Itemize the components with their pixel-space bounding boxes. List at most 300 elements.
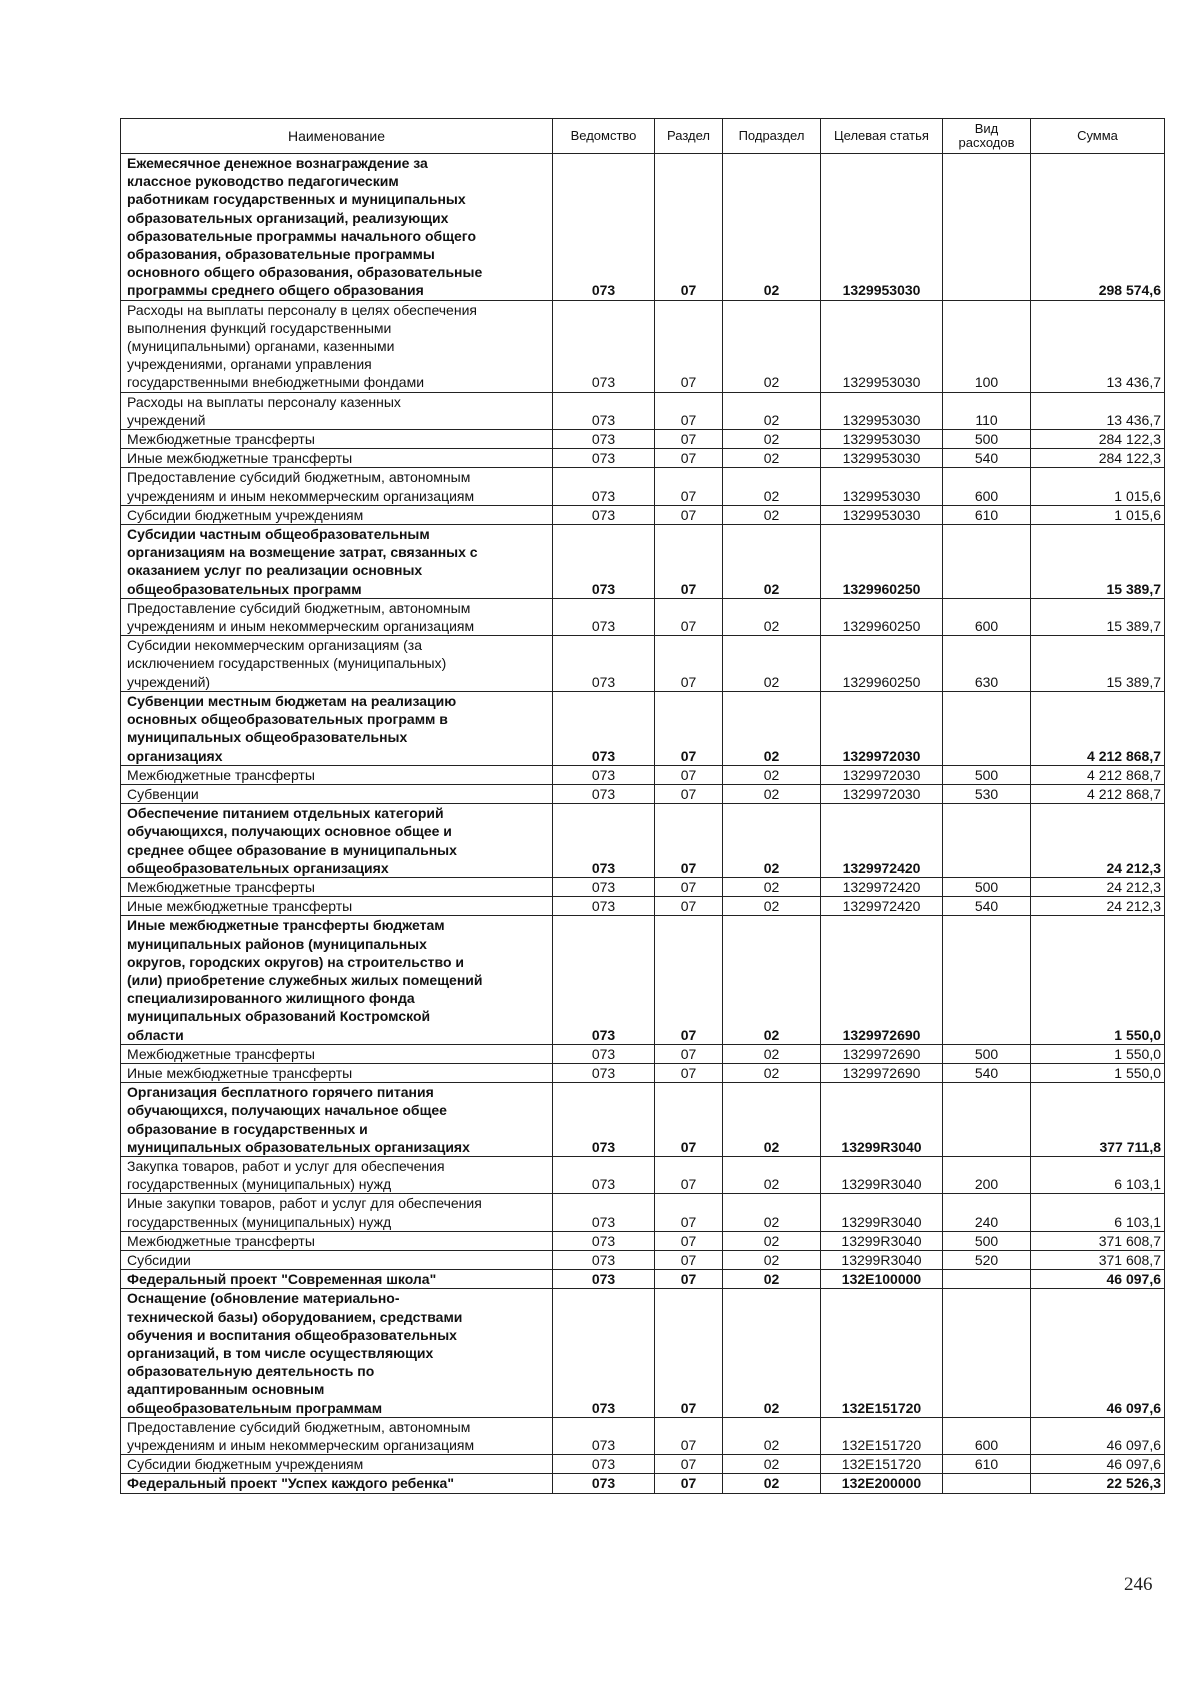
row-type-cell: 600 — [943, 598, 1031, 635]
row-amount-cell: 4 212 868,7 — [1031, 691, 1165, 765]
row-target-cell: 1329953030 — [821, 430, 943, 449]
row-name-line: государственными внебюджетными фондами — [127, 374, 425, 391]
row-name-line: (муниципальными) органами, казенными — [127, 338, 395, 355]
row-name-line: Предоставление субсидий бюджетным, автономным — [127, 599, 471, 616]
row-name-line: учреждениям и иным некоммерческим организациям — [127, 618, 475, 635]
row-name-line: образования, образовательные программы — [127, 246, 435, 263]
row-subsection-cell: 02 — [723, 1417, 821, 1454]
row-type-cell: 530 — [943, 784, 1031, 803]
table-row — [121, 449, 1165, 468]
table-row — [121, 300, 1165, 392]
row-subsection-cell: 02 — [723, 154, 821, 301]
row-dept-cell: 073 — [553, 154, 655, 301]
table-row — [121, 525, 1165, 599]
row-section-cell: 07 — [655, 154, 723, 301]
row-section-cell: 07 — [655, 804, 723, 878]
row-target-cell: 1329953030 — [821, 300, 943, 392]
row-name-line: муниципальных районов (муниципальных — [127, 935, 427, 952]
table-row — [121, 1063, 1165, 1082]
row-name-line: Субсидии бюджетным учреждениям — [127, 1456, 364, 1473]
row-target-cell: 1329972030 — [821, 691, 943, 765]
row-dept-cell: 073 — [553, 1231, 655, 1250]
row-name-line: Иные межбюджетные трансферты — [127, 1064, 353, 1081]
row-section-cell: 07 — [655, 1063, 723, 1082]
row-name-line: Иные закупки товаров, работ и услуг для обеспечения — [127, 1195, 482, 1212]
row-target-cell: 1329972690 — [821, 1063, 943, 1082]
row-name-line: обучающихся, получающих основное общее и — [127, 823, 452, 840]
row-section-cell: 07 — [655, 449, 723, 468]
row-subsection-cell: 02 — [723, 392, 821, 429]
row-section-cell: 07 — [655, 468, 723, 505]
row-name-cell — [121, 598, 553, 635]
row-name-line: учреждениями, органами управления — [127, 356, 372, 373]
row-dept-cell: 073 — [553, 430, 655, 449]
row-type-cell: 500 — [943, 877, 1031, 896]
row-type-cell: 600 — [943, 468, 1031, 505]
row-subsection-cell: 02 — [723, 1289, 821, 1417]
row-amount-cell: 1 550,0 — [1031, 1044, 1165, 1063]
row-dept-cell: 073 — [553, 1044, 655, 1063]
table-row — [121, 598, 1165, 635]
row-type-cell: 500 — [943, 765, 1031, 784]
row-target-cell: 132E151720 — [821, 1455, 943, 1474]
row-type-cell — [943, 1083, 1031, 1157]
row-dept-cell: 073 — [553, 1083, 655, 1157]
row-name-cell — [121, 449, 553, 468]
table-row — [121, 784, 1165, 803]
row-amount-cell: 22 526,3 — [1031, 1474, 1165, 1493]
row-section-cell: 07 — [655, 916, 723, 1044]
row-section-cell: 07 — [655, 1156, 723, 1193]
row-type-cell: 200 — [943, 1156, 1031, 1193]
header-dept: Ведомство — [553, 119, 655, 154]
row-target-cell: 13299R3040 — [821, 1083, 943, 1157]
row-dept-cell: 073 — [553, 392, 655, 429]
table-row — [121, 916, 1165, 1044]
row-type-cell — [943, 1289, 1031, 1417]
row-dept-cell: 073 — [553, 916, 655, 1044]
row-target-cell: 1329960250 — [821, 525, 943, 599]
row-subsection-cell: 02 — [723, 877, 821, 896]
table-row — [121, 765, 1165, 784]
row-name-line: учреждений) — [127, 673, 211, 690]
row-name-line: округов, городских округов) на строительство и — [127, 953, 464, 970]
row-type-cell: 110 — [943, 392, 1031, 429]
row-name-line: Организация бесплатного горячего питания — [127, 1084, 434, 1101]
row-name-cell — [121, 897, 553, 916]
header-subsection: Подраздел — [723, 119, 821, 154]
header-section: Раздел — [655, 119, 723, 154]
table-header-row — [121, 119, 1165, 154]
row-amount-cell: 6 103,1 — [1031, 1194, 1165, 1231]
row-subsection-cell: 02 — [723, 691, 821, 765]
row-type-cell: 500 — [943, 430, 1031, 449]
row-name-cell — [121, 784, 553, 803]
row-name-line: государственных (муниципальных) нужд — [127, 1176, 392, 1193]
row-name-cell — [121, 1044, 553, 1063]
row-subsection-cell: 02 — [723, 449, 821, 468]
row-amount-cell: 1 550,0 — [1031, 1063, 1165, 1082]
row-section-cell: 07 — [655, 636, 723, 692]
row-name-line: учреждениям и иным некоммерческим организациям — [127, 1437, 475, 1454]
row-name-cell — [121, 804, 553, 878]
row-section-cell: 07 — [655, 430, 723, 449]
row-target-cell: 132E151720 — [821, 1289, 943, 1417]
row-name-cell — [121, 468, 553, 505]
row-name-line: (или) приобретение служебных жилых помещений — [127, 971, 483, 988]
row-subsection-cell: 02 — [723, 430, 821, 449]
row-name-cell — [121, 1417, 553, 1454]
row-name-line: Межбюджетные трансферты — [127, 878, 315, 895]
row-type-cell — [943, 1474, 1031, 1493]
row-name-cell — [121, 765, 553, 784]
row-subsection-cell: 02 — [723, 1270, 821, 1289]
table-row — [121, 154, 1165, 301]
row-subsection-cell: 02 — [723, 1083, 821, 1157]
row-section-cell: 07 — [655, 1083, 723, 1157]
row-target-cell: 1329972420 — [821, 897, 943, 916]
row-type-cell: 100 — [943, 300, 1031, 392]
row-type-cell — [943, 1270, 1031, 1289]
row-dept-cell: 073 — [553, 1455, 655, 1474]
row-dept-cell: 073 — [553, 897, 655, 916]
row-target-cell: 1329960250 — [821, 636, 943, 692]
table-row — [121, 1417, 1165, 1454]
row-name-line: Федеральный проект "Современная школа" — [127, 1271, 437, 1288]
row-amount-cell: 371 608,7 — [1031, 1250, 1165, 1269]
row-section-cell: 07 — [655, 1417, 723, 1454]
row-name-line: муниципальных образовательных организациях — [127, 1138, 470, 1155]
header-expense-type: Вид расходов — [943, 119, 1031, 154]
row-target-cell: 1329972420 — [821, 804, 943, 878]
row-target-cell: 1329953030 — [821, 468, 943, 505]
row-name-line: Субсидии — [127, 1251, 191, 1268]
row-target-cell: 13299R3040 — [821, 1194, 943, 1231]
row-name-line: Субвенции — [127, 785, 199, 802]
row-name-line: Субсидии частным общеобразовательным — [127, 526, 430, 543]
row-name-line: Предоставление субсидий бюджетным, автономным — [127, 469, 471, 486]
row-name-cell — [121, 1289, 553, 1417]
row-dept-cell: 073 — [553, 804, 655, 878]
row-name-line: Субвенции местным бюджетам на реализацию — [127, 692, 457, 709]
row-type-cell: 630 — [943, 636, 1031, 692]
row-name-line: Иные межбюджетные трансферты бюджетам — [127, 917, 445, 934]
row-name-line: общеобразовательным программам — [127, 1399, 383, 1416]
row-name-line: учреждениям и иным некоммерческим организациям — [127, 487, 475, 504]
row-section-cell: 07 — [655, 765, 723, 784]
row-name-line: Расходы на выплаты персоналу казенных — [127, 393, 401, 410]
row-target-cell: 1329953030 — [821, 392, 943, 429]
row-name-line: программы среднего общего образования — [127, 282, 424, 299]
row-name-line: исключением государственных (муниципальных) — [127, 655, 447, 672]
header-name: Наименование — [121, 119, 553, 154]
row-amount-cell: 1 550,0 — [1031, 916, 1165, 1044]
row-section-cell: 07 — [655, 1455, 723, 1474]
header-amount: Сумма — [1031, 119, 1165, 154]
row-section-cell: 07 — [655, 691, 723, 765]
table-row — [121, 1194, 1165, 1231]
row-dept-cell: 073 — [553, 784, 655, 803]
row-subsection-cell: 02 — [723, 1194, 821, 1231]
row-name-line: Субсидии некоммерческим организациям (за — [127, 637, 423, 654]
row-name-line: специализированного жилищного фонда — [127, 990, 415, 1007]
row-amount-cell: 46 097,6 — [1031, 1417, 1165, 1454]
row-name-line: области — [127, 1026, 184, 1043]
page-number: 246 — [1124, 1574, 1153, 1595]
row-dept-cell: 073 — [553, 877, 655, 896]
row-name-line: классное руководство педагогическим — [127, 173, 399, 190]
row-dept-cell: 073 — [553, 449, 655, 468]
row-subsection-cell: 02 — [723, 1231, 821, 1250]
row-name-line: Закупка товаров, работ и услуг для обеспечения — [127, 1157, 445, 1174]
row-target-cell: 132E100000 — [821, 1270, 943, 1289]
table-row — [121, 636, 1165, 692]
row-amount-cell: 46 097,6 — [1031, 1455, 1165, 1474]
row-name-line: обучающихся, получающих начальное общее — [127, 1102, 447, 1119]
row-type-cell: 540 — [943, 897, 1031, 916]
row-name-cell — [121, 392, 553, 429]
row-subsection-cell: 02 — [723, 916, 821, 1044]
row-type-cell: 520 — [943, 1250, 1031, 1269]
row-section-cell: 07 — [655, 1250, 723, 1269]
row-section-cell: 07 — [655, 1044, 723, 1063]
row-subsection-cell: 02 — [723, 1474, 821, 1493]
row-name-cell — [121, 1063, 553, 1082]
row-name-line: учреждений — [127, 411, 206, 428]
row-amount-cell: 1 015,6 — [1031, 468, 1165, 505]
row-target-cell: 1329972690 — [821, 1044, 943, 1063]
row-dept-cell: 073 — [553, 468, 655, 505]
row-target-cell: 1329953030 — [821, 449, 943, 468]
row-subsection-cell: 02 — [723, 1044, 821, 1063]
row-name-line: основного общего образования, образовательные — [127, 264, 483, 281]
row-subsection-cell: 02 — [723, 598, 821, 635]
row-name-line: организаций, в том числе осуществляющих — [127, 1345, 434, 1361]
row-subsection-cell: 02 — [723, 300, 821, 392]
row-type-cell: 500 — [943, 1044, 1031, 1063]
row-name-line: образование в государственных и — [127, 1120, 368, 1137]
row-name-line: образовательных организаций, реализующих — [127, 209, 449, 226]
row-section-cell: 07 — [655, 1194, 723, 1231]
row-section-cell: 07 — [655, 525, 723, 599]
row-target-cell: 1329972690 — [821, 916, 943, 1044]
row-name-line: муниципальных общеобразовательных — [127, 729, 408, 746]
header-target: Целевая статья — [821, 119, 943, 154]
row-name-line: обучения и воспитания общеобразовательных — [127, 1326, 457, 1343]
row-name-line: Предоставление субсидий бюджетным, автономным — [127, 1418, 471, 1435]
row-dept-cell: 073 — [553, 1156, 655, 1193]
row-name-line: организациях — [127, 747, 223, 764]
table-row — [121, 468, 1165, 505]
row-subsection-cell: 02 — [723, 525, 821, 599]
row-section-cell: 07 — [655, 598, 723, 635]
row-dept-cell: 073 — [553, 1474, 655, 1493]
row-amount-cell: 4 212 868,7 — [1031, 784, 1165, 803]
row-name-cell — [121, 525, 553, 599]
row-amount-cell: 24 212,3 — [1031, 804, 1165, 878]
row-section-cell: 07 — [655, 392, 723, 429]
row-name-line: Межбюджетные трансферты — [127, 766, 315, 783]
row-target-cell: 1329953030 — [821, 154, 943, 301]
row-dept-cell: 073 — [553, 765, 655, 784]
row-section-cell: 07 — [655, 505, 723, 524]
row-name-line: Иные межбюджетные трансферты — [127, 450, 353, 467]
row-type-cell: 500 — [943, 1231, 1031, 1250]
row-amount-cell: 24 212,3 — [1031, 877, 1165, 896]
row-name-line: Оснащение (обновление материально- — [127, 1290, 400, 1307]
row-type-cell: 610 — [943, 1455, 1031, 1474]
row-name-line: среднее общее образование в муниципальных — [127, 841, 457, 858]
row-section-cell: 07 — [655, 877, 723, 896]
row-dept-cell: 073 — [553, 1270, 655, 1289]
budget-table — [120, 118, 1165, 1494]
row-subsection-cell: 02 — [723, 1250, 821, 1269]
row-subsection-cell: 02 — [723, 1455, 821, 1474]
row-amount-cell: 46 097,6 — [1031, 1289, 1165, 1417]
table-row — [121, 430, 1165, 449]
row-subsection-cell: 02 — [723, 765, 821, 784]
row-target-cell: 13299R3040 — [821, 1250, 943, 1269]
table-row — [121, 877, 1165, 896]
row-name-cell — [121, 916, 553, 1044]
row-target-cell: 132E200000 — [821, 1474, 943, 1493]
row-name-cell — [121, 691, 553, 765]
row-type-cell — [943, 804, 1031, 878]
row-dept-cell: 073 — [553, 525, 655, 599]
row-type-cell: 610 — [943, 505, 1031, 524]
row-section-cell: 07 — [655, 300, 723, 392]
table-row — [121, 1474, 1165, 1493]
table-row — [121, 1156, 1165, 1193]
row-name-cell — [121, 1474, 553, 1493]
row-dept-cell: 073 — [553, 636, 655, 692]
row-name-cell — [121, 877, 553, 896]
row-amount-cell: 4 212 868,7 — [1031, 765, 1165, 784]
row-dept-cell: 073 — [553, 1250, 655, 1269]
row-target-cell: 1329972030 — [821, 765, 943, 784]
row-name-cell — [121, 505, 553, 524]
row-name-line: Межбюджетные трансферты — [127, 1045, 315, 1062]
row-amount-cell: 13 436,7 — [1031, 392, 1165, 429]
row-type-cell — [943, 154, 1031, 301]
row-dept-cell: 073 — [553, 1417, 655, 1454]
row-name-line: образовательную деятельность по — [127, 1363, 375, 1380]
row-name-line: общеобразовательных организациях — [127, 859, 389, 876]
row-target-cell: 1329953030 — [821, 505, 943, 524]
row-name-line: адаптированным основным — [127, 1381, 325, 1398]
table-row — [121, 1455, 1165, 1474]
row-name-line: Ежемесячное денежное вознаграждение за — [127, 155, 428, 171]
row-subsection-cell: 02 — [723, 636, 821, 692]
row-target-cell: 1329972030 — [821, 784, 943, 803]
row-amount-cell: 6 103,1 — [1031, 1156, 1165, 1193]
table-row — [121, 1083, 1165, 1157]
row-amount-cell: 15 389,7 — [1031, 598, 1165, 635]
row-subsection-cell: 02 — [723, 1063, 821, 1082]
row-name-line: оказанием услуг по реализации основных — [127, 562, 423, 579]
row-subsection-cell: 02 — [723, 804, 821, 878]
row-name-cell — [121, 154, 553, 301]
row-name-cell — [121, 1231, 553, 1250]
row-name-cell — [121, 1455, 553, 1474]
row-name-line: выполнения функций государственными — [127, 319, 392, 336]
row-name-line: Межбюджетные трансферты — [127, 1232, 315, 1249]
row-name-line: Межбюджетные трансферты — [127, 431, 315, 448]
table-row — [121, 897, 1165, 916]
row-name-line: государственных (муниципальных) нужд — [127, 1213, 392, 1230]
table-row — [121, 804, 1165, 878]
row-subsection-cell: 02 — [723, 468, 821, 505]
row-target-cell: 1329972420 — [821, 877, 943, 896]
table-row — [121, 1231, 1165, 1250]
row-type-cell: 240 — [943, 1194, 1031, 1231]
row-name-line: технической базы) оборудованием, средствами — [127, 1308, 463, 1325]
row-dept-cell: 073 — [553, 505, 655, 524]
row-amount-cell: 371 608,7 — [1031, 1231, 1165, 1250]
row-amount-cell: 46 097,6 — [1031, 1270, 1165, 1289]
row-subsection-cell: 02 — [723, 897, 821, 916]
row-amount-cell: 1 015,6 — [1031, 505, 1165, 524]
table-body — [121, 154, 1165, 1494]
row-name-line: Расходы на выплаты персоналу в целях обеспечения — [127, 301, 477, 318]
row-section-cell: 07 — [655, 897, 723, 916]
row-section-cell: 07 — [655, 1270, 723, 1289]
row-dept-cell: 073 — [553, 1063, 655, 1082]
table-row — [121, 392, 1165, 429]
row-section-cell: 07 — [655, 784, 723, 803]
row-amount-cell: 13 436,7 — [1031, 300, 1165, 392]
row-section-cell: 07 — [655, 1289, 723, 1417]
row-name-cell — [121, 430, 553, 449]
row-amount-cell: 24 212,3 — [1031, 897, 1165, 916]
row-subsection-cell: 02 — [723, 1156, 821, 1193]
row-name-cell — [121, 1250, 553, 1269]
row-name-line: муниципальных образований Костромской — [127, 1008, 431, 1025]
row-name-line: образовательные программы начального общего — [127, 227, 476, 244]
row-name-cell — [121, 1270, 553, 1289]
row-name-cell — [121, 1083, 553, 1157]
row-dept-cell: 073 — [553, 598, 655, 635]
row-name-line: общеобразовательных программ — [127, 580, 362, 597]
row-name-cell — [121, 300, 553, 392]
row-amount-cell: 15 389,7 — [1031, 636, 1165, 692]
row-dept-cell: 073 — [553, 1289, 655, 1417]
row-target-cell: 1329960250 — [821, 598, 943, 635]
row-name-line: Федеральный проект "Успех каждого ребенка" — [127, 1475, 454, 1492]
row-dept-cell: 073 — [553, 691, 655, 765]
row-type-cell: 540 — [943, 1063, 1031, 1082]
row-type-cell — [943, 691, 1031, 765]
row-subsection-cell: 02 — [723, 784, 821, 803]
row-name-line: организациям на возмещение затрат, связанных с — [127, 544, 478, 561]
row-amount-cell: 298 574,6 — [1031, 154, 1165, 301]
row-name-line: основных общеобразовательных программ в — [127, 711, 448, 728]
row-dept-cell: 073 — [553, 1194, 655, 1231]
table-row — [121, 1289, 1165, 1417]
row-amount-cell: 377 711,8 — [1031, 1083, 1165, 1157]
row-type-cell — [943, 525, 1031, 599]
row-name-line: Иные межбюджетные трансферты — [127, 898, 353, 915]
row-name-cell — [121, 1156, 553, 1193]
row-amount-cell: 15 389,7 — [1031, 525, 1165, 599]
table-row — [121, 691, 1165, 765]
row-amount-cell: 284 122,3 — [1031, 430, 1165, 449]
row-amount-cell: 284 122,3 — [1031, 449, 1165, 468]
row-type-cell — [943, 916, 1031, 1044]
row-section-cell: 07 — [655, 1231, 723, 1250]
table-row — [121, 505, 1165, 524]
row-type-cell: 600 — [943, 1417, 1031, 1454]
